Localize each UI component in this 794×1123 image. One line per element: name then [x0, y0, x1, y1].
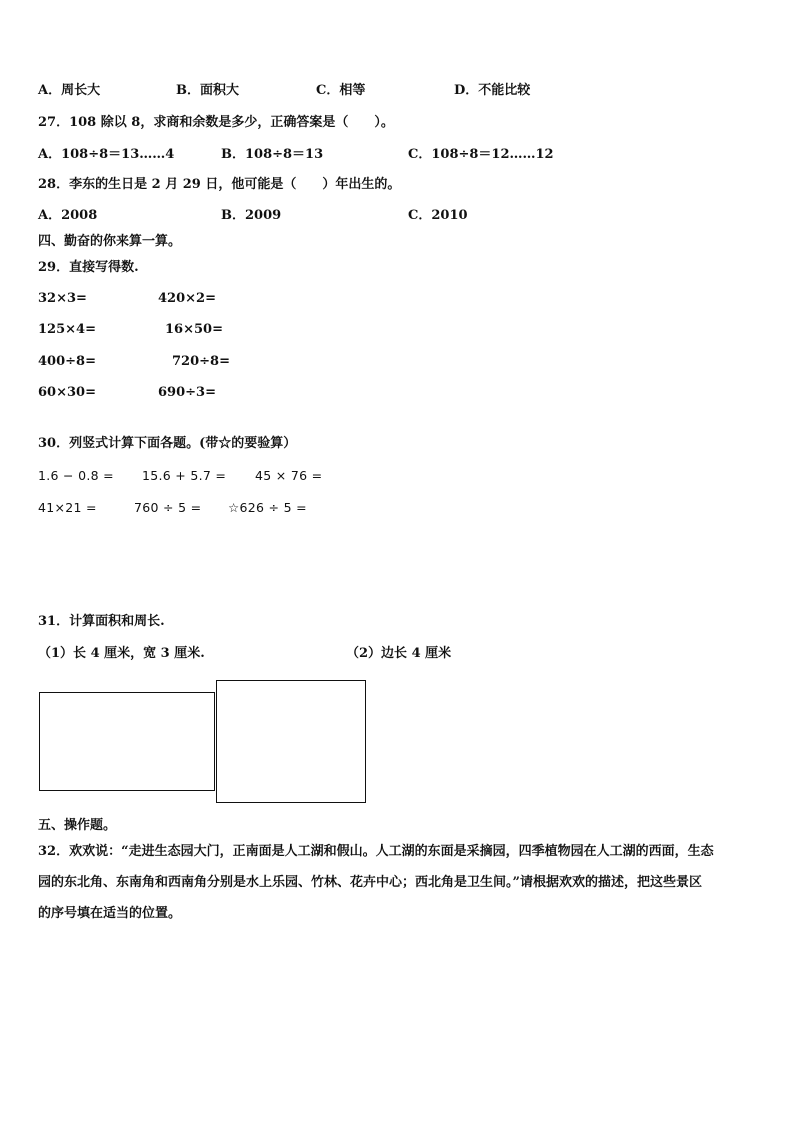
section5-title: 五、操作题。	[38, 818, 117, 833]
q28-stem: 28．李东的生日是 2 月 29 日，他可能是（ ）年出生的。	[38, 177, 401, 192]
q28-option-a: A．2008	[38, 208, 98, 223]
q30-item: 41×21 =	[38, 500, 97, 515]
q30-item: 45 × 76 =	[255, 468, 323, 483]
q32-line1: 32．欢欢说：“走进生态园大门，正南面是人工湖和假山。人工湖的东面是采摘园，四季植物园在人工湖的西面，生态	[38, 844, 714, 859]
q29-item: 420×2=	[158, 291, 216, 306]
rectangle-figure	[39, 692, 215, 791]
q29-item: 690÷3=	[158, 385, 216, 400]
q30-stem: 30．列竖式计算下面各题。(带☆的要验算）	[38, 436, 297, 451]
q27-option-c: C．108÷8＝12……12	[408, 147, 554, 162]
section4-title: 四、勤奋的你来算一算。	[38, 234, 182, 249]
q31-part1: （1）长 4 厘米，宽 3 厘米.	[38, 646, 205, 661]
q30-item: 15.6 + 5.7 =	[142, 468, 227, 483]
q27-option-b: B．108÷8＝13	[221, 147, 324, 162]
q29-stem: 29．直接写得数.	[38, 260, 139, 275]
q29-item: 720÷8=	[172, 354, 230, 369]
q32-line2: 园的东北角、东南角和西南角分别是水上乐园、竹林、花卉中心；西北角是卫生间。”请根据欢欢的描述，把这些景区	[38, 875, 702, 890]
q30-item: ☆626 ÷ 5 =	[228, 500, 307, 515]
q30-item: 1.6 − 0.8 =	[38, 468, 114, 483]
square-figure	[216, 680, 366, 803]
q29-item: 32×3=	[38, 291, 87, 306]
q29-item: 400÷8=	[38, 354, 96, 369]
q31-part2: （2）边长 4 厘米	[346, 646, 452, 661]
q28-option-b: B．2009	[221, 208, 282, 223]
q32-line3: 的序号填在适当的位置。	[38, 906, 182, 921]
q26-option-d: D．不能比较	[454, 83, 531, 98]
q29-item: 125×4=	[38, 322, 96, 337]
q29-item: 60×30=	[38, 385, 96, 400]
q27-option-a: A．108÷8＝13……4	[38, 147, 175, 162]
q28-option-c: C．2010	[408, 208, 468, 223]
q27-stem: 27．108 除以 8，求商和余数是多少，正确答案是（ ）。	[38, 115, 394, 130]
q26-option-b: B．面积大	[176, 83, 239, 98]
q26-option-a: A．周长大	[38, 83, 101, 98]
q30-item: 760 ÷ 5 =	[134, 500, 202, 515]
q26-option-c: C．相等	[316, 83, 366, 98]
q29-item: 16×50=	[165, 322, 223, 337]
q31-stem: 31．计算面积和周长.	[38, 614, 165, 629]
